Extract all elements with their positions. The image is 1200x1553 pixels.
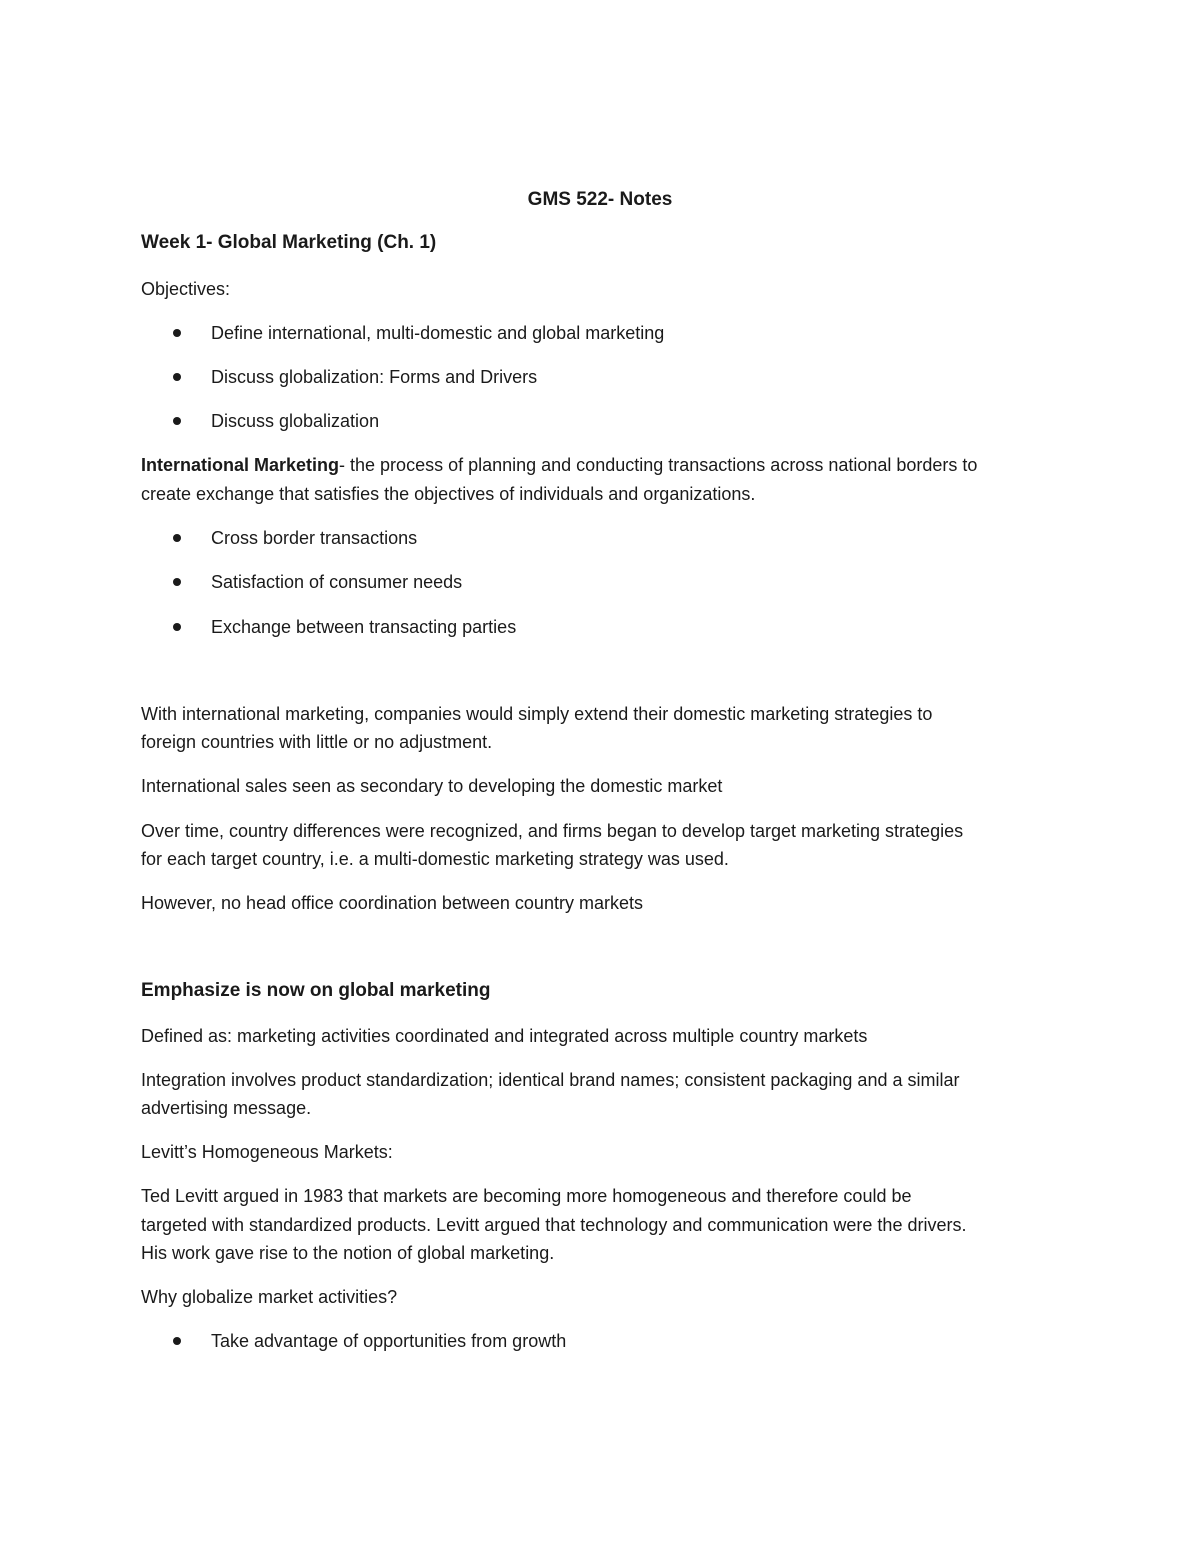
paragraph-line: With international marketing, companies would simply extend their domestic marketing strategies to (141, 704, 933, 724)
document-title: GMS 522- Notes (527, 189, 673, 210)
bullet-icon (173, 623, 181, 631)
paragraph-line: foreign countries with little or no adjustment. (141, 732, 493, 752)
paragraph-line: Over time, country differences were recognized, and firms began to develop target marketing strategies (141, 821, 964, 841)
levitt-label: Levitt’s Homogeneous Markets: (141, 1142, 393, 1162)
bullet-icon (173, 373, 181, 381)
paragraph-line: Defined as: marketing activities coordinated and integrated across multiple country markets (141, 1026, 868, 1046)
bullet-icon (173, 417, 181, 425)
paragraph-line: However, no head office coordination between country markets (141, 893, 643, 913)
why-point-text: Take advantage of opportunities from growth (211, 1331, 567, 1351)
bullet-icon (173, 578, 181, 586)
global-marketing-heading: Emphasize is now on global marketing (141, 980, 491, 1001)
intl-point-text: Satisfaction of consumer needs (211, 572, 463, 592)
objective-text: Discuss globalization: Forms and Drivers (211, 367, 538, 387)
objective-text: Define international, multi-domestic and global marketing (211, 323, 665, 343)
week-heading: Week 1- Global Marketing (Ch. 1) (141, 232, 437, 253)
bullet-icon (173, 1337, 181, 1345)
paragraph-line: targeted with standardized products. Levitt argued that technology and communication were the drivers. (141, 1215, 967, 1235)
paragraph-line: advertising message. (141, 1098, 312, 1118)
why-label: Why globalize market activities? (141, 1287, 398, 1307)
intl-term: International Marketing (141, 455, 340, 475)
intl-point-text: Exchange between transacting parties (211, 617, 517, 637)
intl-definition-line1 (141, 451, 1061, 479)
bullet-icon (173, 534, 181, 542)
paragraph-line: for each target country, i.e. a multi-domestic marketing strategy was used. (141, 849, 729, 869)
objective-text: Discuss globalization (211, 411, 380, 431)
intl-definition-line2: create exchange that satisfies the objectives of individuals and organizations. (141, 484, 756, 504)
bullet-icon (173, 329, 181, 337)
intl-definition-text: - the process of planning and conducting transactions across national borders to (339, 455, 978, 475)
paragraph-line: His work gave rise to the notion of global marketing. (141, 1243, 555, 1263)
intl-point-text: Cross border transactions (211, 528, 418, 548)
paragraph-line: Ted Levitt argued in 1983 that markets are becoming more homogeneous and therefore could be (141, 1186, 912, 1206)
paragraph-line: International sales seen as secondary to developing the domestic market (141, 776, 723, 796)
paragraph-line: Integration involves product standardization; identical brand names; consistent packaging and a similar (141, 1070, 960, 1090)
objectives-label: Objectives: (141, 279, 231, 299)
